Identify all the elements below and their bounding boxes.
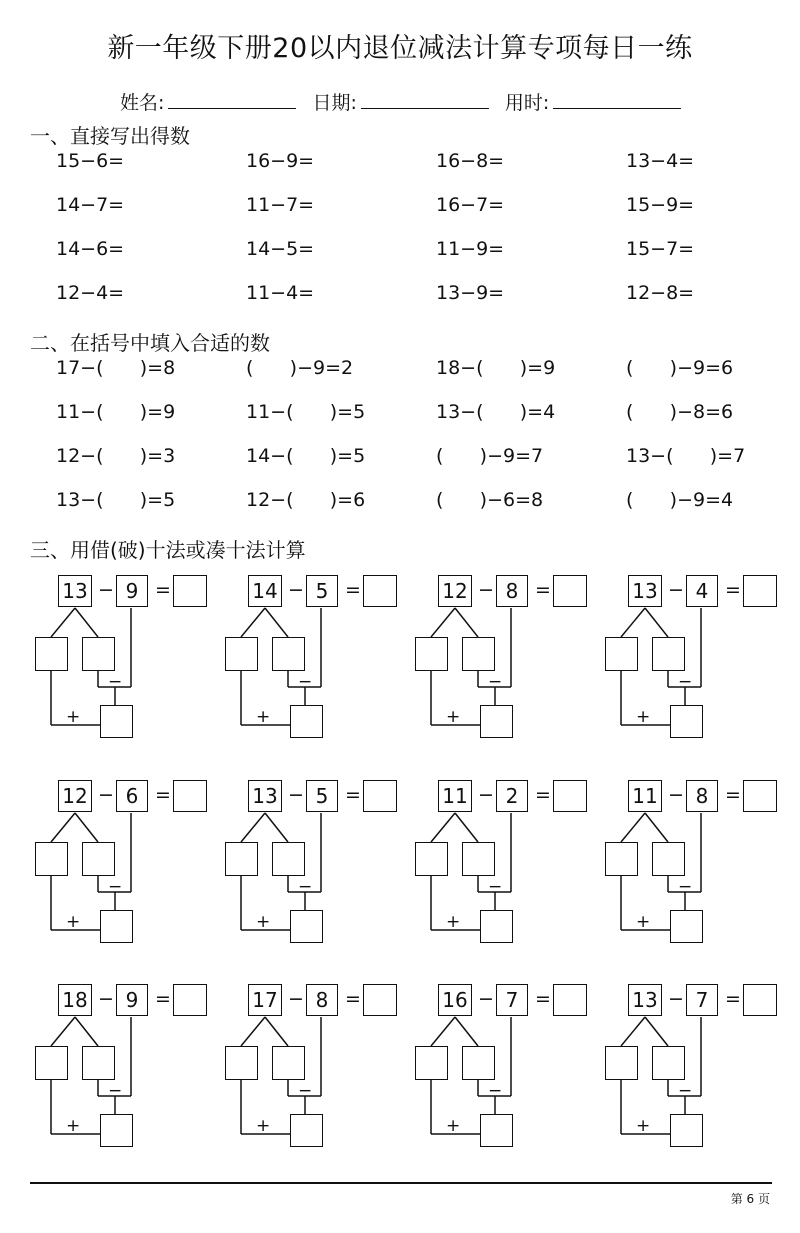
exercise-item: 15−9= [626, 194, 695, 216]
subtrahend-box: 8 [496, 575, 528, 607]
exercise-item: 13−( )=7 [626, 445, 746, 467]
page-number: 第 6 页 [730, 1192, 770, 1206]
minuend-box: 17 [248, 984, 282, 1016]
exercise-item: 13−( )=5 [56, 489, 176, 511]
exercise-item: 17−( )=8 [56, 357, 176, 379]
answer-box[interactable] [743, 780, 777, 812]
subtrahend-box: 4 [686, 575, 718, 607]
minus-sign: − [298, 1081, 313, 1101]
split-right-box[interactable] [272, 1046, 305, 1080]
answer-box[interactable] [173, 780, 207, 812]
exercise-item: 11−( )=5 [246, 401, 366, 423]
minus-sign: − [288, 988, 304, 1010]
equals-sign: = [535, 784, 551, 806]
minuend-box: 13 [58, 575, 92, 607]
minus-sign: − [488, 1081, 503, 1101]
answer-box[interactable] [173, 984, 207, 1016]
equals-sign: = [155, 988, 171, 1010]
split-left-box[interactable] [225, 637, 258, 671]
decomposition-tree [410, 780, 580, 950]
exercise-item: 15−7= [626, 238, 695, 260]
exercise-item: 11−( )=9 [56, 401, 176, 423]
answer-box[interactable] [743, 984, 777, 1016]
decomposition-tree [30, 575, 200, 745]
decomposition-tree [220, 984, 390, 1154]
result-box[interactable] [100, 910, 133, 943]
decomposition-tree [600, 780, 770, 950]
minus-sign: − [108, 672, 123, 692]
split-right-box[interactable] [462, 842, 495, 876]
equals-sign: = [155, 579, 171, 601]
minuend-box: 11 [628, 780, 662, 812]
equals-sign: = [345, 988, 361, 1010]
subtrahend-box: 8 [306, 984, 338, 1016]
exercise-item: 14−5= [246, 238, 315, 260]
exercise-item: 14−6= [56, 238, 125, 260]
result-box[interactable] [670, 1114, 703, 1147]
result-box[interactable] [100, 705, 133, 738]
equals-sign: = [155, 784, 171, 806]
page-title: 新一年级下册20以内退位减法计算专项每日一练 [107, 33, 693, 64]
result-box[interactable] [290, 910, 323, 943]
minuend-box: 11 [438, 780, 472, 812]
result-box[interactable] [670, 705, 703, 738]
exercise-item: 11−7= [246, 194, 315, 216]
split-right-box[interactable] [272, 637, 305, 671]
minus-sign: − [108, 1081, 123, 1101]
minuend-box: 12 [58, 780, 92, 812]
answer-box[interactable] [173, 575, 207, 607]
minus-sign: − [668, 579, 684, 601]
subtrahend-box: 7 [496, 984, 528, 1016]
minus-sign: − [678, 877, 693, 897]
equals-sign: = [535, 579, 551, 601]
minuend-box: 16 [438, 984, 472, 1016]
subtrahend-box: 9 [116, 575, 148, 607]
exercise-item: 16−9= [246, 150, 315, 172]
exercise-item: 13−4= [626, 150, 695, 172]
equals-sign: = [345, 784, 361, 806]
minuend-box: 14 [248, 575, 282, 607]
answer-box[interactable] [363, 984, 397, 1016]
minuend-box: 13 [628, 984, 662, 1016]
equals-sign: = [345, 579, 361, 601]
exercise-item: 14−( )=5 [246, 445, 366, 467]
minus-sign: − [478, 784, 494, 806]
answer-box[interactable] [553, 780, 587, 812]
split-right-box[interactable] [652, 1046, 685, 1080]
split-left-box[interactable] [415, 637, 448, 671]
plus-sign: + [446, 1116, 461, 1136]
name-label: 姓名: [120, 92, 165, 114]
answer-box[interactable] [363, 780, 397, 812]
time-label: 用时: [504, 92, 550, 114]
decomposition-tree [30, 780, 200, 950]
minus-sign: − [98, 988, 114, 1010]
subtrahend-box: 5 [306, 780, 338, 812]
exercise-item: 15−6= [56, 150, 125, 172]
split-left-box[interactable] [415, 1046, 448, 1080]
split-left-box[interactable] [605, 842, 638, 876]
minus-sign: − [488, 672, 503, 692]
exercise-item: ( )−8=6 [626, 401, 734, 423]
exercise-item: ( )−9=6 [626, 357, 734, 379]
exercise-item: 12−( )=6 [246, 489, 366, 511]
minus-sign: − [298, 672, 313, 692]
subtrahend-box: 2 [496, 780, 528, 812]
equals-sign: = [535, 988, 551, 1010]
answer-box[interactable] [363, 575, 397, 607]
minuend-box: 12 [438, 575, 472, 607]
split-right-box[interactable] [462, 1046, 495, 1080]
plus-sign: + [636, 912, 651, 932]
split-right-box[interactable] [652, 842, 685, 876]
section3-heading: 三、用借(破)十法或凑十法计算 [30, 538, 306, 562]
equals-sign: = [725, 988, 741, 1010]
result-box[interactable] [670, 910, 703, 943]
minus-sign: − [288, 784, 304, 806]
exercise-item: 16−8= [436, 150, 505, 172]
minus-sign: − [298, 877, 313, 897]
result-box[interactable] [480, 705, 513, 738]
split-left-box[interactable] [605, 1046, 638, 1080]
exercise-item: 12−8= [626, 282, 695, 304]
plus-sign: + [66, 707, 81, 727]
subtrahend-box: 6 [116, 780, 148, 812]
result-box[interactable] [480, 1114, 513, 1147]
result-box[interactable] [100, 1114, 133, 1147]
exercise-item: ( )−9=7 [436, 445, 544, 467]
answer-box[interactable] [743, 575, 777, 607]
minus-sign: − [678, 1081, 693, 1101]
decomposition-tree [30, 984, 200, 1154]
equals-sign: = [725, 579, 741, 601]
plus-sign: + [636, 1116, 651, 1136]
name-blank[interactable] [168, 88, 296, 109]
split-left-box[interactable] [415, 842, 448, 876]
split-right-box[interactable] [462, 637, 495, 671]
decomposition-tree [220, 780, 390, 950]
subtrahend-box: 9 [116, 984, 148, 1016]
split-left-box[interactable] [225, 842, 258, 876]
date-label: 日期: [312, 92, 357, 114]
plus-sign: + [446, 707, 461, 727]
footer-rule [30, 1182, 772, 1184]
plus-sign: + [636, 707, 651, 727]
answer-box[interactable] [553, 575, 587, 607]
minus-sign: − [668, 784, 684, 806]
split-right-box[interactable] [82, 637, 115, 671]
subtrahend-box: 7 [686, 984, 718, 1016]
decomposition-tree [220, 575, 390, 745]
subtrahend-box: 8 [686, 780, 718, 812]
split-left-box[interactable] [605, 637, 638, 671]
exercise-item: 16−7= [436, 194, 505, 216]
result-box[interactable] [290, 705, 323, 738]
exercise-item: ( )−9=4 [626, 489, 734, 511]
result-box[interactable] [290, 1114, 323, 1147]
minus-sign: − [288, 579, 304, 601]
exercise-item: 13−( )=4 [436, 401, 556, 423]
decomposition-tree [600, 575, 770, 745]
minuend-box: 13 [628, 575, 662, 607]
exercise-item: ( )−9=2 [246, 357, 354, 379]
equals-sign: = [725, 784, 741, 806]
minus-sign: − [98, 784, 114, 806]
subtrahend-box: 5 [306, 575, 338, 607]
exercise-item: 11−9= [436, 238, 505, 260]
section2-heading: 二、在括号中填入合适的数 [30, 331, 270, 355]
minus-sign: − [488, 877, 503, 897]
split-right-box[interactable] [652, 637, 685, 671]
minuend-box: 18 [58, 984, 92, 1016]
minuend-box: 13 [248, 780, 282, 812]
decomposition-tree [600, 984, 770, 1154]
minus-sign: − [668, 988, 684, 1010]
split-right-box[interactable] [82, 842, 115, 876]
exercise-item: 12−( )=3 [56, 445, 176, 467]
plus-sign: + [66, 1116, 81, 1136]
split-left-box[interactable] [35, 637, 68, 671]
plus-sign: + [256, 1116, 271, 1136]
exercise-item: 18−( )=9 [436, 357, 556, 379]
minus-sign: − [478, 988, 494, 1010]
minus-sign: − [98, 579, 114, 601]
split-left-box[interactable] [35, 842, 68, 876]
plus-sign: + [256, 707, 271, 727]
answer-box[interactable] [553, 984, 587, 1016]
plus-sign: + [256, 912, 271, 932]
exercise-item: ( )−6=8 [436, 489, 544, 511]
exercise-item: 11−4= [246, 282, 315, 304]
date-blank[interactable] [361, 88, 489, 109]
split-left-box[interactable] [35, 1046, 68, 1080]
split-right-box[interactable] [82, 1046, 115, 1080]
time-blank[interactable] [553, 88, 681, 109]
exercise-item: 12−4= [56, 282, 125, 304]
plus-sign: + [66, 912, 81, 932]
section1-heading: 一、直接写出得数 [30, 124, 190, 148]
plus-sign: + [446, 912, 461, 932]
minus-sign: − [678, 672, 693, 692]
decomposition-tree [410, 984, 580, 1154]
exercise-item: 13−9= [436, 282, 505, 304]
split-left-box[interactable] [225, 1046, 258, 1080]
split-right-box[interactable] [272, 842, 305, 876]
exercise-item: 14−7= [56, 194, 125, 216]
student-info [120, 88, 691, 115]
minus-sign: − [108, 877, 123, 897]
minus-sign: − [478, 579, 494, 601]
decomposition-tree [410, 575, 580, 745]
result-box[interactable] [480, 910, 513, 943]
